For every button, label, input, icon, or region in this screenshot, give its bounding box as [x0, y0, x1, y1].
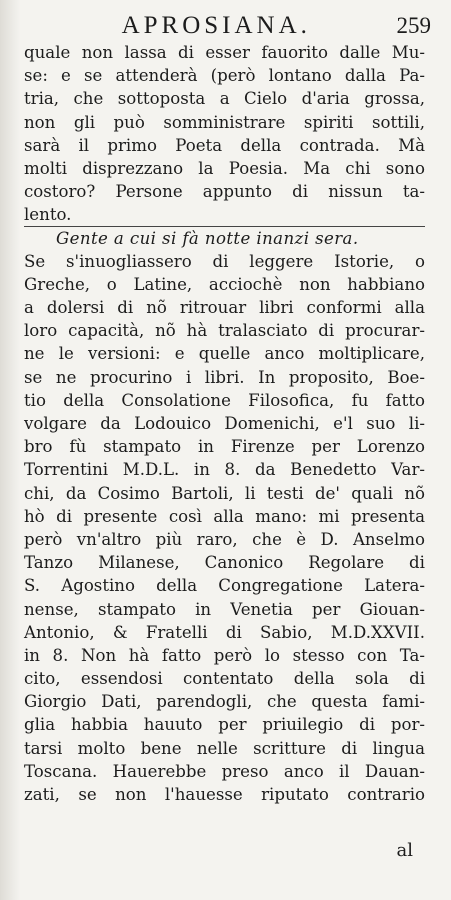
text-line: tio della Consolatione Filosofica, fu fatto: [24, 390, 425, 410]
page-gutter-shadow: [0, 0, 20, 900]
catchword: al: [396, 840, 413, 861]
text-line: S. Agostino della Congregatione Laterа-: [24, 576, 425, 596]
text-line: chi, da Cosimo Bartoli, li testi de' quali nõ: [24, 483, 425, 503]
text-line: tarsi molto bene nelle scritture di lingua: [24, 738, 425, 758]
text-line: sarà il primo Poeta della contrada. Mà: [24, 135, 425, 155]
text-line: però vn'altro più raro, che è D. Anselmo: [24, 529, 425, 549]
text-line: Torrentini M.D.L. in 8. da Benedetto Var-: [24, 460, 425, 480]
text-line: ne le versioni: e quelle anco moltiplicare,: [24, 344, 425, 364]
text-line: glia habbia hauuto per priuilegio di por-: [24, 715, 425, 735]
text-line: in 8. Non hà fatto però lo stesso con Ta-: [24, 645, 425, 665]
text-line: quale non lassa di esser fauorito dalle Mu-: [24, 43, 425, 62]
text-line: a dolersi di nõ ritrouar libri conformi alla: [24, 298, 425, 318]
text-line: Giorgio Dati, parendogli, che questa fami-: [24, 692, 425, 712]
text-line: Greche, o Latine, acciochè non habbiano: [24, 274, 425, 294]
text-line: se: e se attenderà (però lontano dalla Pa-: [24, 66, 425, 86]
body-text: [24, 41, 425, 806]
text-line: Se s'inuogliassero di leggere Istorie, o: [24, 251, 425, 271]
text-line: lento.: [24, 203, 425, 226]
text-line: nense, stampato in Venetia per Giouan-: [24, 599, 425, 619]
text-line: Tanzo Milanese, Canonico Regolare di: [24, 553, 425, 573]
text-line: tria, che sottoposta a Cielo d'aria grossa,: [24, 89, 425, 109]
page-header: [40, 6, 431, 46]
text-line: Toscana. Hauerebbe preso anco il Dauan-: [24, 761, 425, 781]
text-line: hò di presente così alla mano: mi presenta: [24, 506, 425, 526]
running-head: APROSIANA.: [121, 12, 311, 39]
text-line: bro fù stampato in Firenze per Lorenzo: [24, 437, 425, 457]
text-line: cito, essendosi contentato della sola di: [24, 669, 425, 689]
text-line: zati, se non l'hauesse riputato contrario: [24, 785, 425, 804]
text-line: se ne procurino i libri. In proposito, Boe-: [24, 367, 425, 387]
page-number: 259: [396, 13, 431, 38]
text-line: volgare da Lodouico Domenichi, e'l suo li-: [24, 414, 425, 433]
text-line: costoro? Persone appunto di nissun ta-: [24, 182, 425, 202]
text-line: molti disprezzano la Poesia. Ma chi sono: [24, 158, 425, 178]
verse-quote: Gente a cui si fà notte inanzi sera.: [56, 228, 359, 248]
text-line: loro capacità, nõ hà tralasciato di procurar-: [24, 321, 425, 341]
text-line: Antonio, & Fratelli di Sabio, M.D.XXVII.: [24, 622, 425, 642]
text-line: non gli può somministrare spiriti sottili,: [24, 112, 425, 132]
